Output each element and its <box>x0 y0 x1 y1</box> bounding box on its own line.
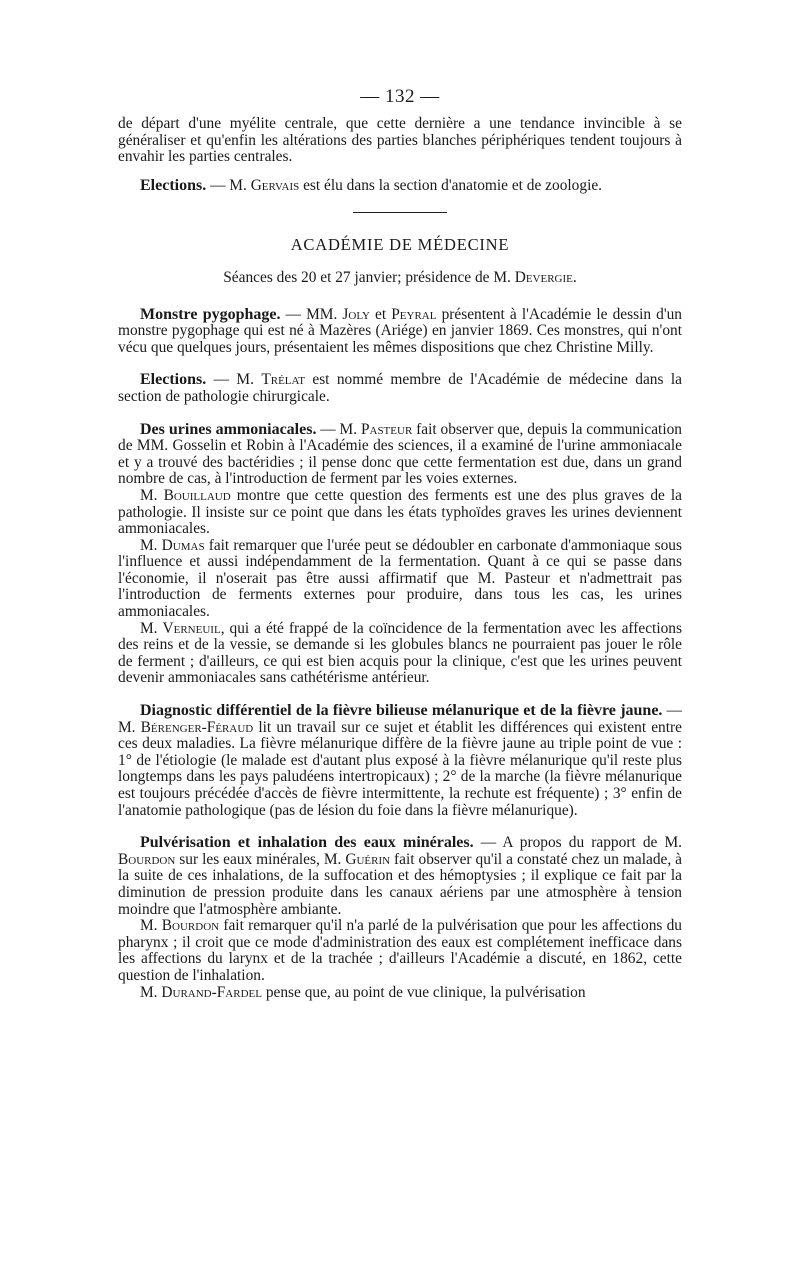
text-run: lit un travail sur ce sujet et établit les différences qui existent entre ces deux maladies. La fièvre mélanurique diffère de la fièvre jaune au triple point de vue : 1° de l'étiologie (le malade est d'autant plus exposé à la fièvre mélanurique qu'il reste plus longtemps dans les pays paludéens intertropicaux) ; 2° de la marche (la fièvre mélanurique est toujours précédée d'accès de fièvre intermittente, la rechute est fréquente) ; 3° enfin de l'anatomie pathologique (pas de lésion du foie dans la fièvre mélanurique). <box>118 718 682 819</box>
monstre-heading: Monstre pygophage. <box>140 305 281 323</box>
text-run: M. <box>140 917 162 935</box>
elections-paragraph-1 <box>118 178 682 195</box>
text-run: — MM. <box>280 305 343 323</box>
text-run: et <box>369 305 392 323</box>
text-run: — A propos du rapport de M. <box>473 834 683 852</box>
intro-paragraph <box>118 116 682 166</box>
text-run: , qui a été frappé de la coïncidence de la fermentation avec les affections des reins et de la vessie, se demande si les globules blancs ne pourraient pas jouer le rôle de ferment ; d'ailleurs, ce qui est bien acquis pour la clinique, c'est que les urines peuvent devenir ammoniacales sans cathétérisme antérieur. <box>118 619 682 687</box>
pulverisation-paragraph-2 <box>118 918 682 984</box>
intro-text: de départ d'une myélite centrale, que cette dernière a une tendance invincible à se généraliser et qu'enfin les altérations des parties blanches périphériques tendent toujours à envahir les parties centrales. <box>118 115 682 166</box>
text-run: M. <box>140 486 164 504</box>
text-run: montre que cette question des ferments est une des plus graves de la pathologie. Il insiste sur ce point que dans les états typhoïdes graves les urines deviennent ammoniacales. <box>118 486 682 538</box>
diagnostic-paragraph <box>118 703 682 819</box>
urines-heading: Des urines ammoniacales. <box>140 420 317 438</box>
person-name: Gervais <box>250 176 300 194</box>
person-name: Durand-Fardel <box>161 983 262 1001</box>
person-name: Bourdon <box>118 850 176 868</box>
text-run: présentent à l'Académie le dessin d'un monstre pygophage qui est né à Mazères (Ariége) en janvier 1869. Ces monstres, qui n'ont vécu que quelques jours, présentaient les mêmes dispositions que chez Christine Milly. <box>118 305 682 356</box>
text-run: — M. <box>118 702 682 736</box>
person-name: Guérin <box>345 850 391 868</box>
person-name: Verneuil <box>162 619 221 637</box>
document-page <box>118 86 682 1001</box>
section-divider <box>353 212 447 213</box>
text-run: fait observer que, depuis la communication de MM. Gosselin et Robin à l'Académie des sciences, il a examiné de l'urine ammoniacale et y a trouvé des bactéridies ; il pense donc que cette fermentation est due, dans un grand nombre de cas, à l'introduction de ferment par les voies externes. <box>118 420 682 488</box>
urines-paragraph-3 <box>118 538 682 621</box>
person-name: Bouillaud <box>163 486 231 504</box>
text-run: est élu dans la section d'anatomie et de zoologie. <box>299 176 603 194</box>
person-name: Peyral <box>391 305 437 323</box>
pulverisation-heading: Pulvérisation et inhalation des eaux minérales. <box>140 834 474 852</box>
text-run: — M. <box>206 176 251 194</box>
urines-paragraph-2 <box>118 488 682 538</box>
text-run: pense que, au point de vue clinique, la pulvérisation <box>261 983 586 1001</box>
text-run: fait remarquer qu'il n'a parlé de la pulvérisation que pour les affections du pharynx ; il croit que ce mode d'administration des eaux est complétement inefficace dans les affections du larynx et de la trachée ; d'ailleurs l'Académie a discuté, en 1862, cette question de l'inhalation. <box>118 917 682 984</box>
person-name: Pasteur <box>360 420 413 438</box>
text-run: — M. <box>316 420 361 438</box>
person-name: Trélat <box>261 371 305 389</box>
text-run: M. <box>140 619 163 637</box>
text-run: M. <box>140 536 162 554</box>
person-name: Joly <box>342 305 370 323</box>
text-run: sur les eaux minérales, M. <box>175 850 346 868</box>
person-name: Dumas <box>161 536 205 554</box>
session-line <box>118 270 682 287</box>
text-run: est nommé membre de l'Académie de médecine dans la section de pathologie chirurgicale. <box>118 371 682 405</box>
page-number: — 132 — <box>360 86 440 107</box>
text-run: M. <box>140 983 162 1001</box>
text-run: — M. <box>206 371 262 389</box>
president-name: Devergie <box>514 268 573 286</box>
section-title: ACADÉMIE DE MÉDECINE <box>290 235 510 255</box>
diagnostic-heading: Diagnostic différentiel de la fièvre bilieuse mélanurique et de la fièvre jaune. <box>140 702 663 720</box>
urines-paragraph-1 <box>118 422 682 488</box>
text-run: fait remarquer que l'urée peut se dédoubler en carbonate d'ammoniaque sous l'influence et aussi indépendamment de la fermentation. Quant à ce qui se passe dans l'économie, il n'oserait pas être aussi affirmatif que M. Pasteur et n'admettrait pas l'introduction de ferments externes pour produire, dans tous les cas, les urines ammoniacales. <box>118 536 682 621</box>
person-name: Bourdon <box>161 917 220 935</box>
pulverisation-paragraph-1 <box>118 835 682 918</box>
person-name: Bérenger-Féraud <box>140 718 254 736</box>
elections-paragraph-2 <box>118 372 682 405</box>
elections-heading-1: Elections. <box>140 176 207 194</box>
monstre-paragraph <box>118 307 682 357</box>
elections-heading-2: Elections. <box>140 371 207 389</box>
urines-paragraph-4 <box>118 621 682 687</box>
text-run: . <box>572 268 577 286</box>
pulverisation-paragraph-3 <box>118 985 682 1002</box>
text-run: fait observer qu'il a constaté chez un malade, à la suite de ces inhalations, de la suffocation et des hémoptysies ; il explique ce fait par la diminution de pression produite dans les canaux aériens par une atmosphère à tension moindre que l'atmosphère ambiante. <box>118 850 682 918</box>
text-run: Séances des 20 et 27 janvier; présidence de M. <box>223 268 515 286</box>
